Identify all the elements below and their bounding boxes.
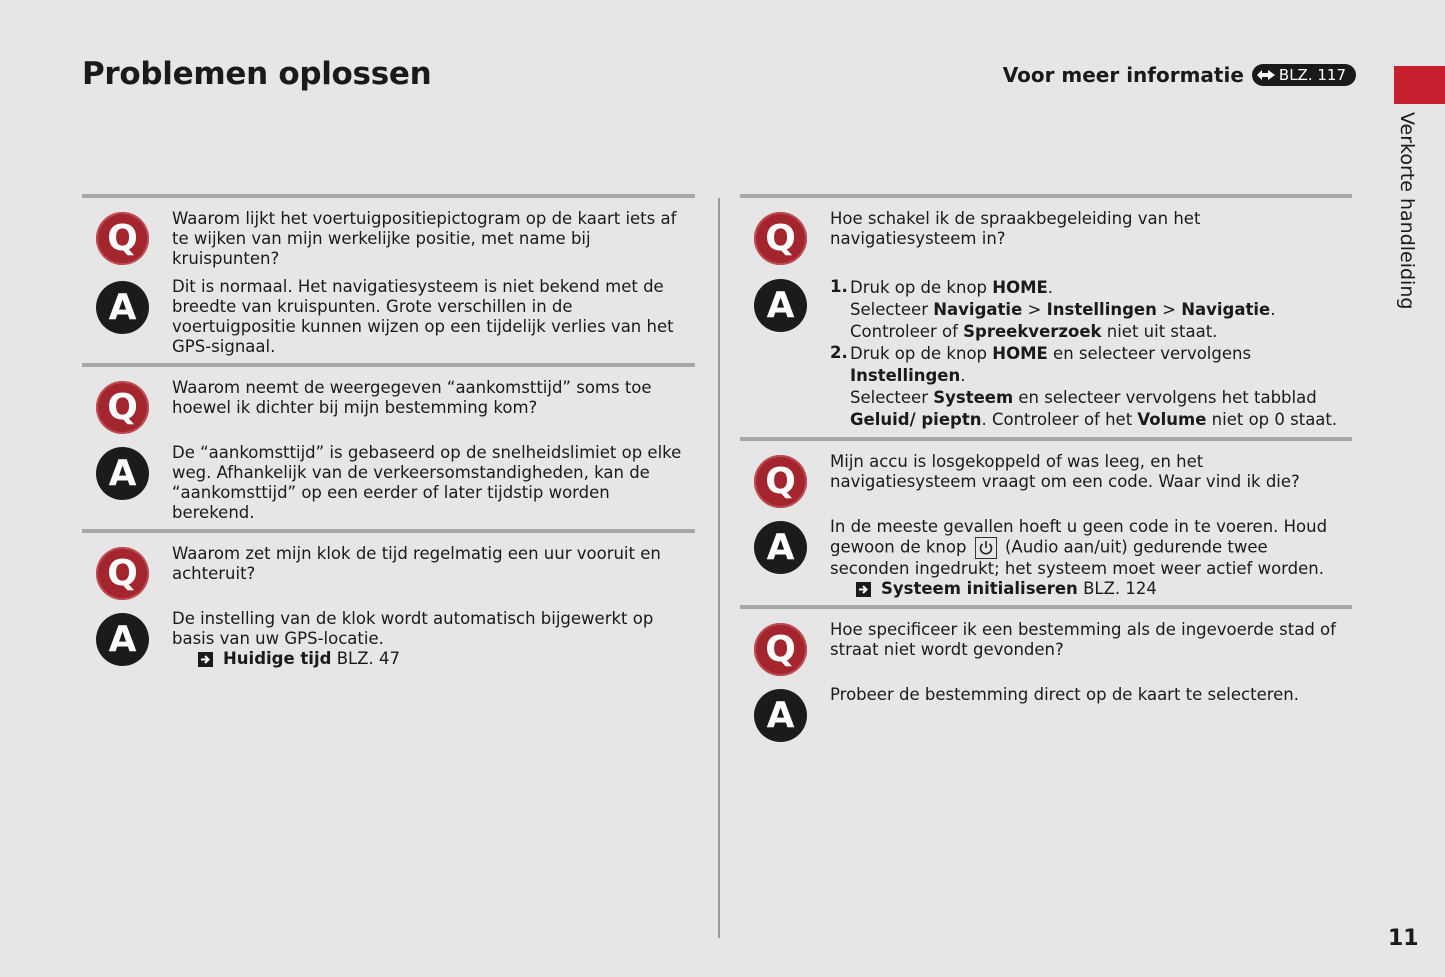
arrow-box-icon	[856, 582, 871, 597]
qa-item	[82, 529, 695, 675]
menu-instellingen: Instellingen	[1046, 300, 1157, 319]
step-run: Selecteer	[850, 300, 934, 319]
more-info-label: Voor meer informatie	[1002, 63, 1244, 87]
arrow-box-icon	[198, 652, 213, 667]
qa-item	[740, 194, 1352, 437]
qa-item	[740, 437, 1352, 605]
answer-run: (Audio aan/uit) gedurende twee seconden ingedrukt; het systeem moet weer actief worden.	[830, 537, 1324, 578]
question-row	[740, 441, 1352, 509]
step-run: en selecteer vervolgens	[1047, 344, 1252, 363]
answer-text	[830, 517, 1352, 579]
xref-title: Systeem initialiseren	[881, 579, 1078, 598]
answer-text: Dit is normaal. Het navigatiesysteem is niet bekend met de breedte van kruispunten. Grote verschillen in de voertuigpositie kunnen wijzen op een tijdelijk verlies van het GPS-signaal.	[172, 277, 674, 356]
right-column	[740, 194, 1352, 736]
step-run: niet uit staat.	[1101, 322, 1218, 341]
question-row	[82, 367, 695, 435]
q-badge-icon: Q	[754, 455, 807, 508]
page-number: 11	[1388, 926, 1419, 951]
home-button-label: HOME	[992, 344, 1048, 363]
answer-steps	[830, 277, 1352, 431]
more-info-ref-page: BLZ. 117	[1278, 66, 1346, 84]
step-run: en selecteer vervolgens het tabblad	[1013, 388, 1317, 407]
qa-item	[740, 605, 1352, 736]
a-badge-icon: A	[96, 447, 149, 500]
step-text	[850, 343, 1352, 431]
answer-row	[740, 277, 1352, 431]
tab-geluid-pieptn: Geluid/ pieptn	[850, 410, 982, 429]
section-tab-marker	[1394, 66, 1445, 104]
a-badge-icon: A	[96, 613, 149, 666]
question-text: Hoe schakel ik de spraakbegeleiding van het navigatiesysteem in?	[830, 209, 1201, 248]
a-badge-icon: A	[96, 281, 149, 334]
q-badge-icon: Q	[96, 547, 149, 600]
step-item	[830, 277, 1352, 343]
step-run: >	[1156, 300, 1182, 319]
qa-item	[82, 194, 695, 363]
step-number: 1.	[830, 277, 848, 296]
step-number: 2.	[830, 343, 848, 362]
menu-systeem: Systeem	[933, 388, 1014, 407]
answer-row	[740, 677, 1352, 736]
step-run: . Controleer of het	[981, 410, 1138, 429]
step-text	[850, 277, 1352, 343]
step-run: >	[1022, 300, 1047, 319]
question-text: Waarom zet mijn klok de tijd regelmatig een uur vooruit en achteruit?	[172, 544, 661, 583]
cross-reference-link[interactable]	[198, 649, 695, 669]
q-badge-icon: Q	[754, 212, 807, 265]
answer-row	[82, 601, 695, 669]
q-badge-icon: Q	[96, 381, 149, 434]
answer-text: De “aankomsttijd” is gebaseerd op de snelheidslimiet op elke weg. Afhankelijk van de verkeersomstandigheden, kan de “aankomsttijd” op een eerder of later tijdstip worden berekend.	[172, 443, 682, 522]
answer-run: In de meeste gevallen hoeft u geen code in te voeren. Houd gewoon de knop	[830, 517, 1328, 557]
question-row	[82, 198, 695, 269]
more-info-ref-link[interactable]	[1252, 64, 1356, 86]
question-row	[740, 609, 1352, 677]
more-info	[1003, 63, 1356, 87]
qa-item	[82, 363, 695, 529]
step-run: Selecteer	[850, 388, 934, 407]
xref-page: BLZ. 47	[336, 649, 400, 668]
double-arrow-icon	[1256, 68, 1276, 82]
setting-spreekverzoek: Spreekverzoek	[963, 322, 1102, 341]
answer-row	[740, 509, 1352, 599]
menu-navigatie: Navigatie	[1181, 300, 1271, 319]
cross-reference-link[interactable]	[856, 579, 1352, 599]
q-badge-icon: Q	[96, 212, 149, 265]
step-run: .	[1270, 300, 1276, 319]
xref-title: Huidige tijd	[223, 649, 332, 668]
a-badge-icon: A	[754, 521, 807, 574]
step-item	[830, 343, 1352, 431]
home-button-label: HOME	[992, 278, 1048, 297]
question-text: Waarom neemt de weergegeven “aankomsttijd” soms toe hoewel ik dichter bij mijn bestemming kom?	[172, 378, 652, 417]
question-text: Hoe specificeer ik een bestemming als de ingevoerde stad of straat niet wordt gevonden?	[830, 620, 1336, 659]
a-badge-icon: A	[754, 689, 807, 742]
column-divider	[718, 198, 720, 938]
menu-instellingen: Instellingen	[850, 366, 961, 385]
setting-volume: Volume	[1137, 410, 1207, 429]
q-badge-icon: Q	[754, 623, 807, 676]
step-run: Controleer of	[850, 322, 964, 341]
question-row	[82, 533, 695, 601]
answer-block	[172, 609, 695, 669]
xref-page: BLZ. 124	[1083, 579, 1157, 598]
side-tab-label[interactable]: Verkorte handleiding	[1396, 112, 1418, 310]
answer-text: De instelling van de klok wordt automatisch bijgewerkt op basis van uw GPS-locatie.	[172, 609, 654, 648]
step-run: .	[960, 366, 966, 385]
power-icon	[975, 537, 997, 559]
a-badge-icon: A	[754, 279, 807, 332]
step-run: niet op 0 staat.	[1206, 410, 1338, 429]
answer-text: Probeer de bestemming direct op de kaart te selecteren.	[830, 685, 1300, 704]
step-run: Druk op de knop	[850, 278, 993, 297]
page-title: Problemen oplossen	[82, 56, 432, 92]
question-text: Mijn accu is losgekoppeld of was leeg, en het navigatiesysteem vraagt om een code. Waar vind ik die?	[830, 452, 1300, 491]
step-run: Druk op de knop	[850, 344, 993, 363]
question-row	[740, 198, 1352, 277]
menu-navigatie: Navigatie	[933, 300, 1023, 319]
question-text: Waarom lijkt het voertuigpositiepictogram op de kaart iets af te wijken van mijn werkelijke positie, met name bij kruispunten?	[172, 209, 677, 268]
left-column	[82, 194, 695, 675]
step-run: .	[1047, 278, 1054, 297]
answer-row	[82, 435, 695, 523]
answer-row	[82, 269, 695, 357]
answer-block	[830, 517, 1352, 599]
